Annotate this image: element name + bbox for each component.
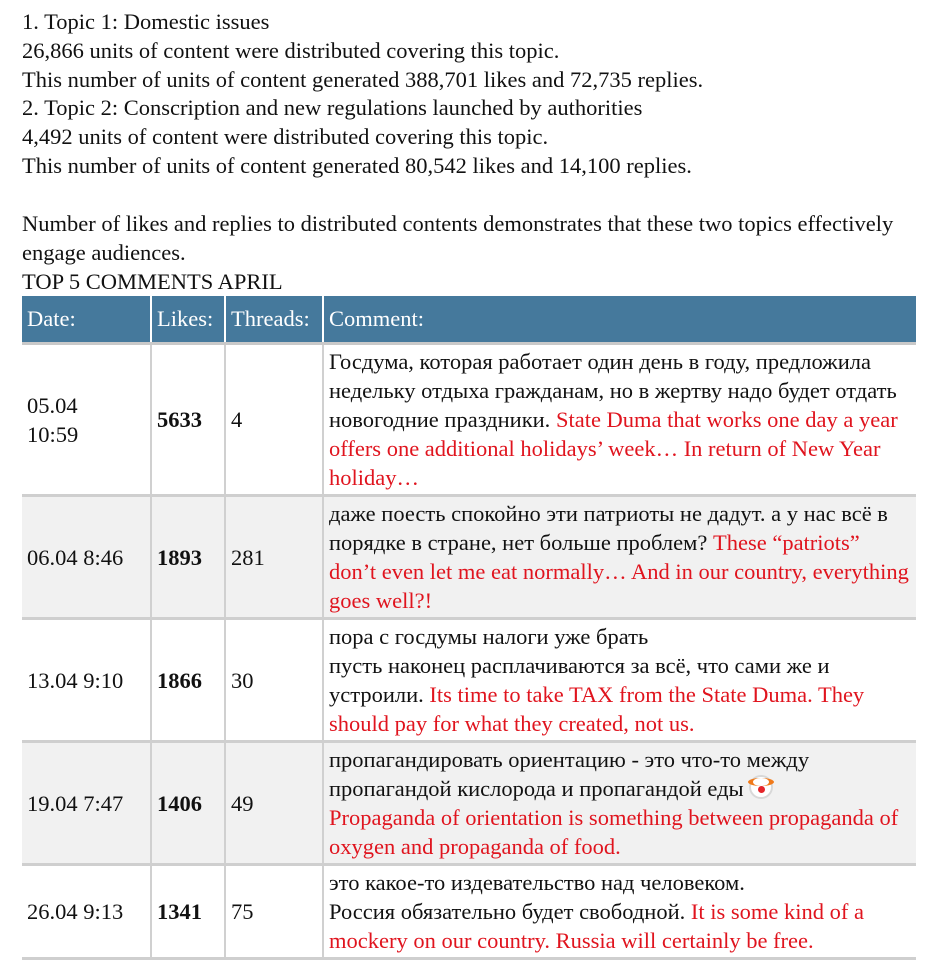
comment-translation: It is some kind of a mockery on our country. Russia will certainly be free. <box>329 899 864 954</box>
comment-original-line1: пора с госдумы налоги уже брать <box>329 624 649 650</box>
comment-original: Госдума, которая работает один день в году, предложила недельку отдыха гражданам, но в жертву надо будет отдать новогодние праздники. <box>329 349 897 433</box>
header-date: Date: <box>22 296 151 344</box>
header-likes: Likes: <box>151 296 225 344</box>
table-header-row <box>22 296 916 344</box>
comment-original: пусть наконец расплачиваются за всё, что сами же и устроили. <box>329 653 830 708</box>
row-threads: 30 <box>225 619 323 742</box>
table-row <box>22 496 916 619</box>
row-likes: 1866 <box>151 619 225 742</box>
comment-original: даже поесть спокойно эти патриоты не дадут. а у нас всё в порядке в стране, нет больше проблем? <box>329 501 888 556</box>
table-row <box>22 344 916 496</box>
clown-face-icon <box>749 775 773 799</box>
topic-2-engagement: This number of units of content generated 80,542 likes and 14,100 replies. <box>22 152 692 178</box>
row-date: 13.04 9:10 <box>22 619 151 742</box>
row-comment <box>323 865 916 959</box>
header-comment: Comment: <box>323 296 916 344</box>
comment-original-line1: это какое-то издевательство над человеком. <box>329 870 745 896</box>
row-date <box>22 344 151 496</box>
topic-1-title: 1. Topic 1: Domestic issues <box>22 9 270 34</box>
top-comments-table <box>22 296 916 960</box>
row-likes: 1341 <box>151 865 225 959</box>
row-threads: 49 <box>225 742 323 865</box>
row-comment <box>323 496 916 619</box>
date-text: 05.04 10:59 <box>27 392 79 447</box>
topic-2-units: 4,492 units of content were distributed covering this topic. <box>22 124 549 150</box>
row-date: 19.04 7:47 <box>22 742 151 865</box>
comment-translation: Propaganda of orientation is something between propaganda of oxygen and propaganda of food. <box>329 805 899 860</box>
comment-translation: Its time to take TAX from the State Duma. They should pay for what they created, not us. <box>329 682 865 737</box>
topic-2-title: 2. Topic 2: Conscription and new regulations launched by authorities <box>22 95 643 121</box>
row-likes: 1893 <box>151 496 225 619</box>
table-row <box>22 619 916 742</box>
topic-1-units: 26,866 units of content were distributed covering this topic. <box>22 37 560 63</box>
table-row <box>22 742 916 865</box>
row-comment <box>323 742 916 865</box>
section-title: TOP 5 COMMENTS APRIL <box>22 269 283 295</box>
comment-original: Россия обязательно будет свободной. <box>329 899 686 925</box>
row-comment <box>323 619 916 742</box>
row-likes: 5633 <box>151 344 225 496</box>
row-threads: 75 <box>225 865 323 959</box>
row-date: 26.04 9:13 <box>22 865 151 959</box>
comment-translation: These “patriots” don’t even let me eat normally… And in our country, everything goes well?! <box>329 530 909 614</box>
row-likes: 1406 <box>151 742 225 865</box>
row-threads: 4 <box>225 344 323 496</box>
header-threads: Threads: <box>225 296 323 344</box>
spacer <box>22 181 914 210</box>
row-threads: 281 <box>225 496 323 619</box>
row-date: 06.04 8:46 <box>22 496 151 619</box>
comment-translation: State Duma that works one day a year offers one additional holidays’ week… In return of New Year holiday… <box>329 407 898 491</box>
comment-original: пропагандировать ориентацию - это что-то между пропагандой кислорода и пропагандой еды <box>329 747 810 802</box>
conclusion-paragraph: Number of likes and replies to distributed contents demonstrates that these two topics effectively engage audiences. <box>22 210 894 265</box>
row-comment <box>323 344 916 496</box>
table-row <box>22 865 916 959</box>
topic-1-engagement: This number of units of content generated 388,701 likes and 72,735 replies. <box>22 66 704 92</box>
